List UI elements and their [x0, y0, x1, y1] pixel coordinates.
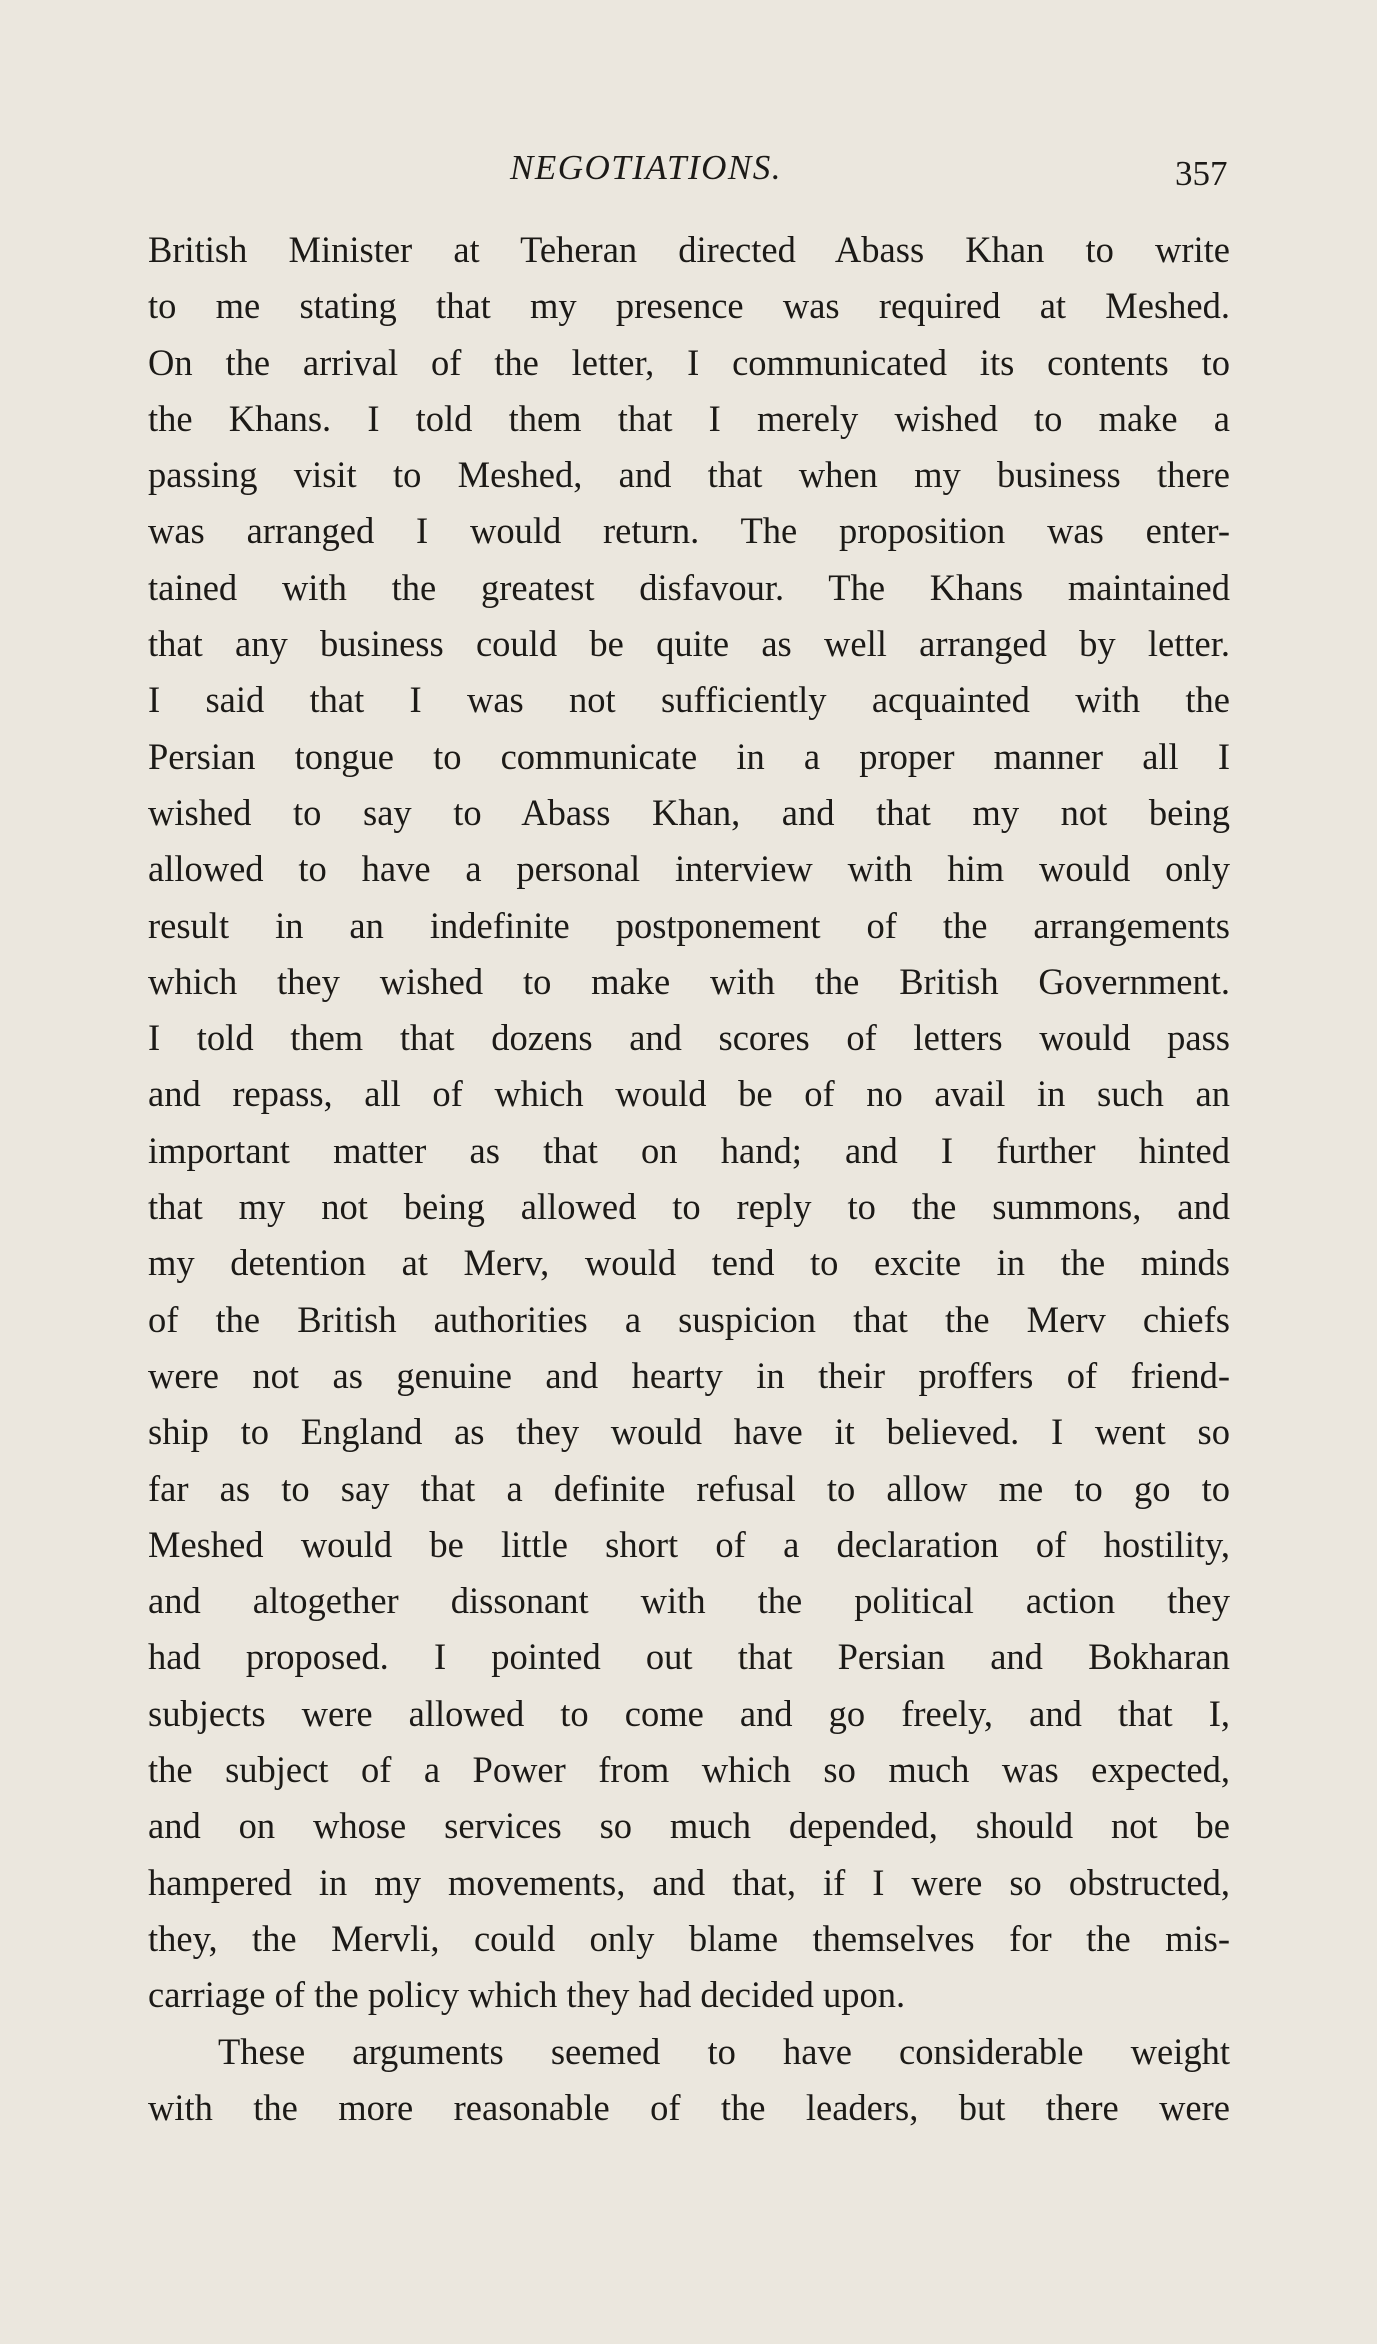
- text-line: I told them that dozens and scores of letters would pass: [148, 1017, 1230, 1059]
- text-line: These arguments seemed to have considerable weight: [218, 2030, 1230, 2072]
- text-line: allowed to have a personal interview with him would only: [148, 848, 1230, 890]
- text-line: that any business could be quite as well arranged by letter.: [148, 623, 1230, 665]
- text-line: to me stating that my presence was required at Meshed.: [148, 285, 1230, 327]
- text-line: far as to say that a definite refusal to allow me to go to: [148, 1467, 1230, 1509]
- text-line: ship to England as they would have it believed. I went so: [148, 1411, 1230, 1453]
- text-line: which they wished to make with the British Government.: [148, 960, 1230, 1002]
- text-line: the Khans. I told them that I merely wished to make a: [148, 397, 1230, 439]
- text-line: On the arrival of the letter, I communicated its contents to: [148, 341, 1230, 383]
- text-line: important matter as that on hand; and I further hinted: [148, 1129, 1230, 1171]
- text-line: carriage of the policy which they had decided upon.: [148, 1974, 906, 2016]
- text-line: and repass, all of which would be of no avail in such an: [148, 1073, 1230, 1115]
- text-line: tained with the greatest disfavour. The Khans maintained: [148, 566, 1230, 608]
- text-line: passing visit to Meshed, and that when my business there: [148, 454, 1230, 496]
- text-line: Persian tongue to communicate in a proper manner all I: [148, 735, 1230, 777]
- text-line: was arranged I would return. The proposition was enter-: [148, 510, 1230, 552]
- text-line: and altogether dissonant with the political action they: [148, 1580, 1230, 1622]
- text-line: my detention at Merv, would tend to excite in the minds: [148, 1242, 1230, 1284]
- text-line: the subject of a Power from which so much was expected,: [148, 1749, 1230, 1791]
- text-line: had proposed. I pointed out that Persian and Bokharan: [148, 1636, 1230, 1678]
- text-line: with the more reasonable of the leaders, but there were: [148, 2086, 1230, 2128]
- text-line: of the British authorities a suspicion that the Merv chiefs: [148, 1298, 1230, 1340]
- running-title: NEGOTIATIONS.: [510, 148, 782, 187]
- body-text: [148, 222, 1230, 2136]
- text-line: they, the Mervli, could only blame themselves for the mis-: [148, 1917, 1230, 1959]
- running-header: [0, 148, 1377, 198]
- text-line: I said that I was not sufficiently acquainted with the: [148, 679, 1230, 721]
- text-line: wished to say to Abass Khan, and that my not being: [148, 791, 1230, 833]
- text-line: Meshed would be little short of a declaration of hostility,: [148, 1523, 1230, 1565]
- text-line: subjects were allowed to come and go freely, and that I,: [148, 1692, 1230, 1734]
- text-line: were not as genuine and hearty in their proffers of friend-: [148, 1354, 1230, 1396]
- text-line: hampered in my movements, and that, if I were so obstructed,: [148, 1861, 1230, 1903]
- paragraph: [148, 2024, 1230, 2137]
- text-line: result in an indefinite postponement of the arrangements: [148, 904, 1230, 946]
- paragraph: [148, 222, 1230, 2024]
- text-line: that my not being allowed to reply to the summons, and: [148, 1186, 1230, 1228]
- text-line: British Minister at Teheran directed Abass Khan to write: [148, 229, 1230, 270]
- text-line: and on whose services so much depended, should not be: [148, 1805, 1230, 1847]
- page-number: 357: [1175, 154, 1228, 193]
